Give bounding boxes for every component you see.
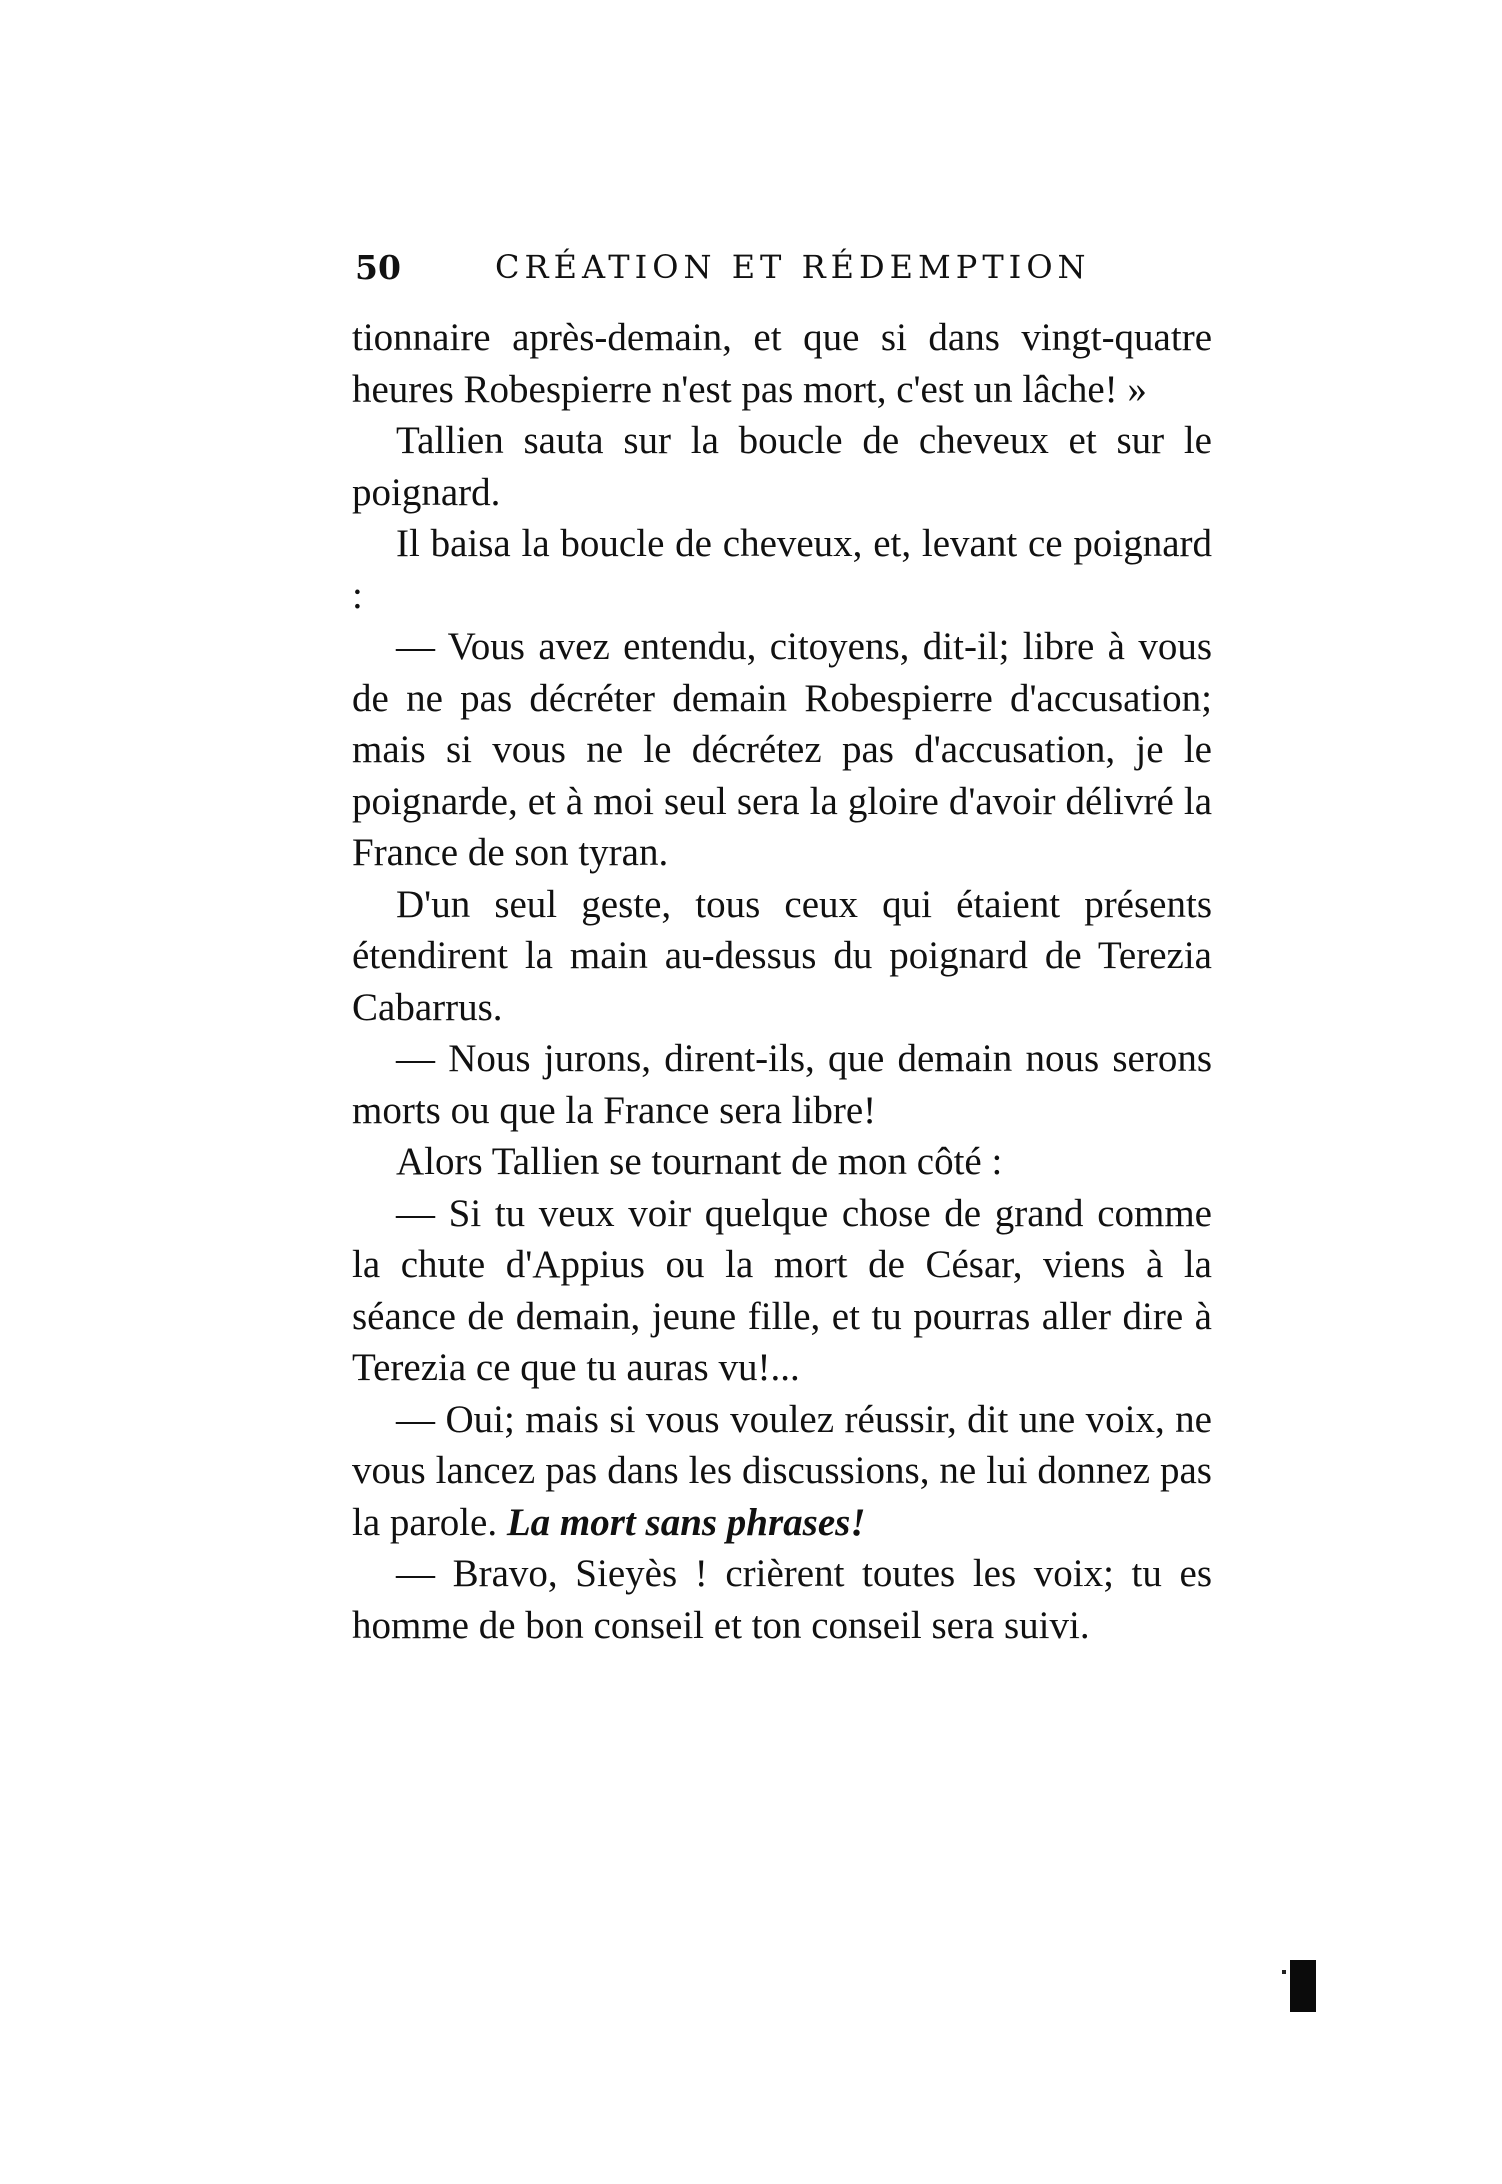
paragraph-text: — Oui; mais si vous voulez réussir, dit une voix, ne vous lancez pas dans les discussions, ne lui donnez pas la parole. (352, 1397, 1212, 1544)
paragraph: tionnaire après-demain, et que si dans vingt-quatre heures Robespierre n'est pas mort, c'est un lâche! » (352, 316, 1212, 411)
page-number: 50 (355, 248, 401, 287)
emphasis-text: La mort sans phrases! (506, 1500, 866, 1544)
paragraph-with-emphasis (352, 1394, 1212, 1549)
paragraph: Tallien sauta sur la boucle de cheveux et sur le poignard. (352, 419, 1212, 514)
paragraph: — Bravo, Sieyès ! crièrent toutes les voix; tu es homme de bon conseil et ton conseil sera suivi. (352, 1552, 1212, 1647)
body-text (352, 312, 1212, 1651)
paragraph: — Vous avez entendu, citoyens, dit-il; libre à vous de ne pas décréter demain Robespierre d'accusation; mais si vous ne le décrétez pas d'accusation, je le poignarde, et à moi seul sera la gloire d'avoir délivré la France de son tyran. (352, 625, 1212, 874)
paragraph: — Nous jurons, dirent-ils, que demain nous serons morts ou que la France sera libre! (352, 1037, 1212, 1132)
paragraph: Alors Tallien se tournant de mon côté : (396, 1140, 1003, 1183)
ink-blot-mark (1290, 1960, 1316, 2012)
running-head: CRÉATION ET RÉDEMPTION (495, 248, 1091, 286)
paragraph: — Si tu veux voir quelque chose de grand comme la chute d'Appius ou la mort de César, viens à la séance de demain, jeune fille, et tu pourras aller dire à Terezia ce que tu auras vu!... (352, 1191, 1212, 1389)
page-header (355, 248, 1215, 298)
paragraph: D'un seul geste, tous ceux qui étaient présents étendirent la main au-dessus du poignard de Terezia Cabarrus. (352, 882, 1212, 1029)
paragraph: Il baisa la boucle de cheveux, et, levant ce poignard : (352, 522, 1212, 617)
